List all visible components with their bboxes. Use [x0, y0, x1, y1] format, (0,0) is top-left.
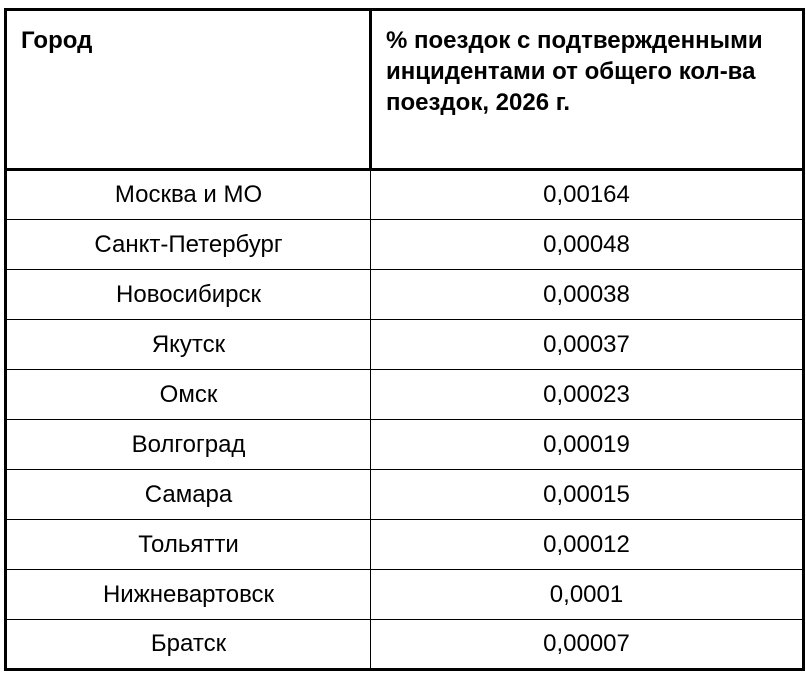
incidents-table [4, 8, 805, 671]
table-row [6, 620, 804, 670]
city-cell: Самара [6, 470, 371, 520]
city-cell: Волгоград [6, 420, 371, 470]
value-cell: 0,00038 [371, 270, 804, 320]
value-cell: 0,00015 [371, 470, 804, 520]
header-incident-percent: % поездок с подтвержденными инцидентами от общего кол-ва поездок, 2026 г. [371, 10, 804, 170]
table-row [6, 220, 804, 270]
header-city: Город [6, 10, 371, 170]
city-cell: Омск [6, 370, 371, 420]
table-row [6, 320, 804, 370]
table-row [6, 520, 804, 570]
value-cell: 0,00164 [371, 170, 804, 220]
header-row [6, 10, 804, 170]
city-cell: Нижневартовск [6, 570, 371, 620]
city-cell: Якутск [6, 320, 371, 370]
city-cell: Новосибирск [6, 270, 371, 320]
value-cell: 0,00012 [371, 520, 804, 570]
value-cell: 0,0001 [371, 570, 804, 620]
city-cell: Братск [6, 620, 371, 670]
city-cell: Тольятти [6, 520, 371, 570]
data-table-container [4, 8, 802, 671]
table-row [6, 270, 804, 320]
city-cell: Санкт-Петербург [6, 220, 371, 270]
table-row [6, 420, 804, 470]
table-row [6, 470, 804, 520]
city-cell: Москва и МО [6, 170, 371, 220]
value-cell: 0,00019 [371, 420, 804, 470]
value-cell: 0,00048 [371, 220, 804, 270]
value-cell: 0,00023 [371, 370, 804, 420]
value-cell: 0,00037 [371, 320, 804, 370]
value-cell: 0,00007 [371, 620, 804, 670]
table-row [6, 170, 804, 220]
table-row [6, 370, 804, 420]
table-row [6, 570, 804, 620]
